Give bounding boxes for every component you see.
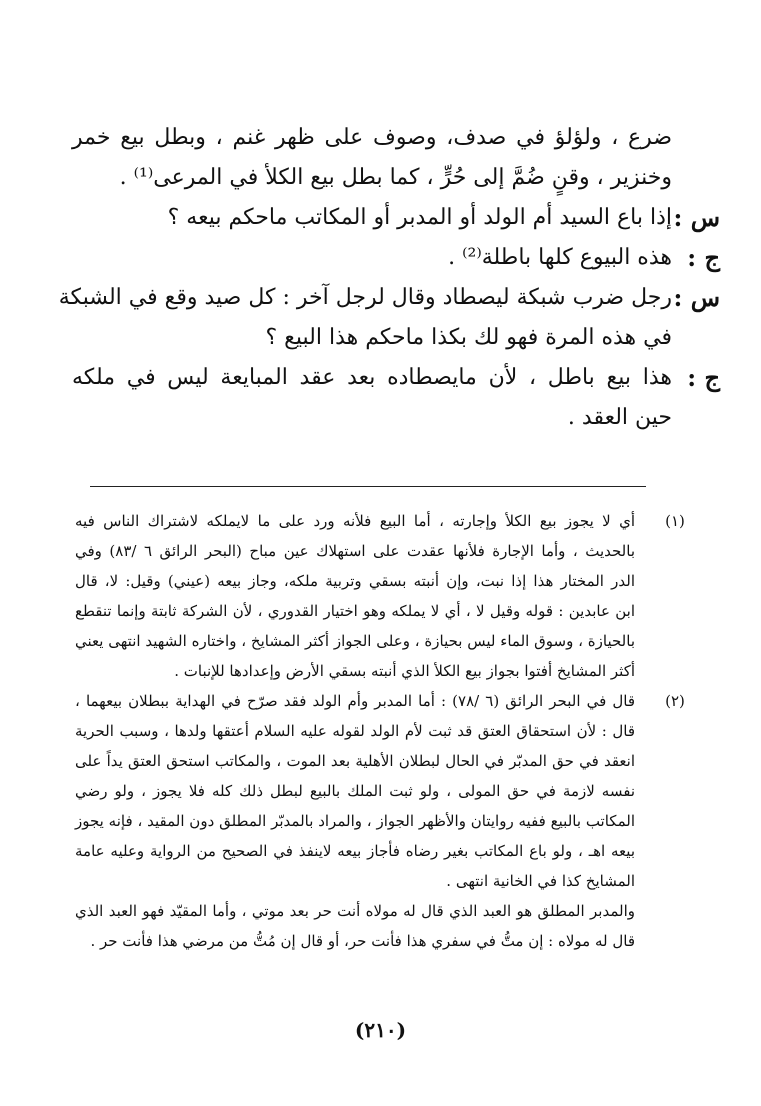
footnote-line: بيعه اهـ ، ولو باع المكاتب بغير رضاه فأجاز بيعه لاينفذ في الصحيح من الرواية وعليه عامة xyxy=(75,842,635,860)
footnote-line: بالحديث ، وأما الإجارة فلأنها عقدت على استهلاك عين مباح (البحر الرائق ٦ /٨٣) وفي xyxy=(75,542,635,560)
footnote-line: ابن عابدين : قوله وقيل لا ، أي لا يملكه وهو اختيار القدوري ، لأن الشركة ثابتة وإنما تنقطع xyxy=(75,602,635,620)
answer-2 xyxy=(72,358,720,438)
question-1 xyxy=(72,198,720,238)
footnote-line: والمدبر المطلق هو العبد الذي قال له مولاه أنت حر بعد موتي ، وأما المقيّد فهو العبد الذي xyxy=(75,902,635,920)
footnote-number: (١) xyxy=(665,512,685,530)
answer-text: حين العقد . xyxy=(567,405,672,430)
answer-text: هذه البيوع كلها باطلة⁽²⁾ . xyxy=(448,245,672,270)
question-label: س : xyxy=(673,203,720,232)
footnote-line: الدر المختار هذا إذا نبت، وإن أنبته بسقي وتربية ملكه، وجاز بيعه (عيني) وقيل: لا، قال xyxy=(75,572,635,590)
footnotes xyxy=(75,506,685,956)
footnote-line: قال له مولاه : إن متُّ في سفري هذا فأنت حر، أو قال إن مُتُّ من مرضي هذا فأنت حر . xyxy=(90,932,635,950)
question-text: إذا باع السيد أم الولد أو المدبر أو المكاتب ماحكم بيعه ؟ xyxy=(167,205,672,230)
footnote-separator xyxy=(90,486,646,487)
question-text: رجل ضرب شبكة ليصطاد وقال لرجل آخر : كل صيد وقع في الشبكة xyxy=(58,285,672,310)
footnote-line: قال في البحر الرائق (٦ /٧٨) : أما المدبر وأم الولد فقد صرّح في الهداية ببطلان بيعهما ، xyxy=(75,692,635,710)
footnote-line: قال : لأن استحقاق العتق قد ثبت لأم الولد لقوله عليه السلام أعتقها ولدها ، وسبب الحرية xyxy=(75,722,635,740)
footnote-number: (٢) xyxy=(665,692,685,710)
footnote-line: أي لا يجوز بيع الكلأ وإجارته ، أما البيع فلأنه ورد على ما لايملكه لاشتراك الناس فيه xyxy=(75,512,635,530)
answer-1 xyxy=(72,238,720,278)
footnote-2 xyxy=(75,686,685,956)
footnote-line: نفسه لازمة في حق المولى ، ولو ثبت الملك بالبيع لبطل ذلك كله فلا يجوز ، ولو رضي xyxy=(75,782,635,800)
text-line: ضرع ، ولؤلؤ في صدف، وصوف على ظهر غنم ، وبطل بيع خمر xyxy=(72,125,672,150)
answer-label: ج : xyxy=(687,363,720,392)
answer-text: هذا بيع باطل ، لأن مايصطاده بعد عقد المبايعة ليس في ملكه xyxy=(72,365,672,390)
footnote-line: أكثر المشايخ أفتوا بجواز بيع الكلأ الذي أنبته بسقي الأرض وإعدادها للإنبات . xyxy=(174,662,635,680)
main-text xyxy=(58,118,720,438)
footnote-line: المكاتب بالبيع ففيه روايتان والأظهر الجواز ، والمراد بالمدبّر المطلق دون المقيد ، فإنه يجوز xyxy=(75,812,635,830)
answer-label: ج : xyxy=(687,243,720,272)
question-label: س : xyxy=(673,283,720,312)
footnote-1 xyxy=(75,506,685,686)
question-2 xyxy=(58,278,720,358)
page-number: (٢١٠) xyxy=(354,1018,407,1042)
text-line: وخنزير ، وقنٍ ضُمَّ إلى حُرٍّ ، كما بطل بيع الكلأ في المرعى⁽¹⁾ . xyxy=(119,165,672,190)
footnote-line: انعقد في حق المدبّر في الحال لبطلان الأهلية بعد الموت ، والمكاتب استحق العتق يداً على xyxy=(75,752,635,770)
footnote-line: المشايخ كذا في الخانية انتهى . xyxy=(446,872,635,890)
footnote-line: بالحيازة ، وسوق الماء ليس بحيازة ، وعلى الجواز أكثر المشايخ ، واختاره الشهيد انتهى يعني xyxy=(75,632,635,650)
question-text: في هذه المرة فهو لك بكذا ماحكم هذا البيع ؟ xyxy=(265,325,672,350)
